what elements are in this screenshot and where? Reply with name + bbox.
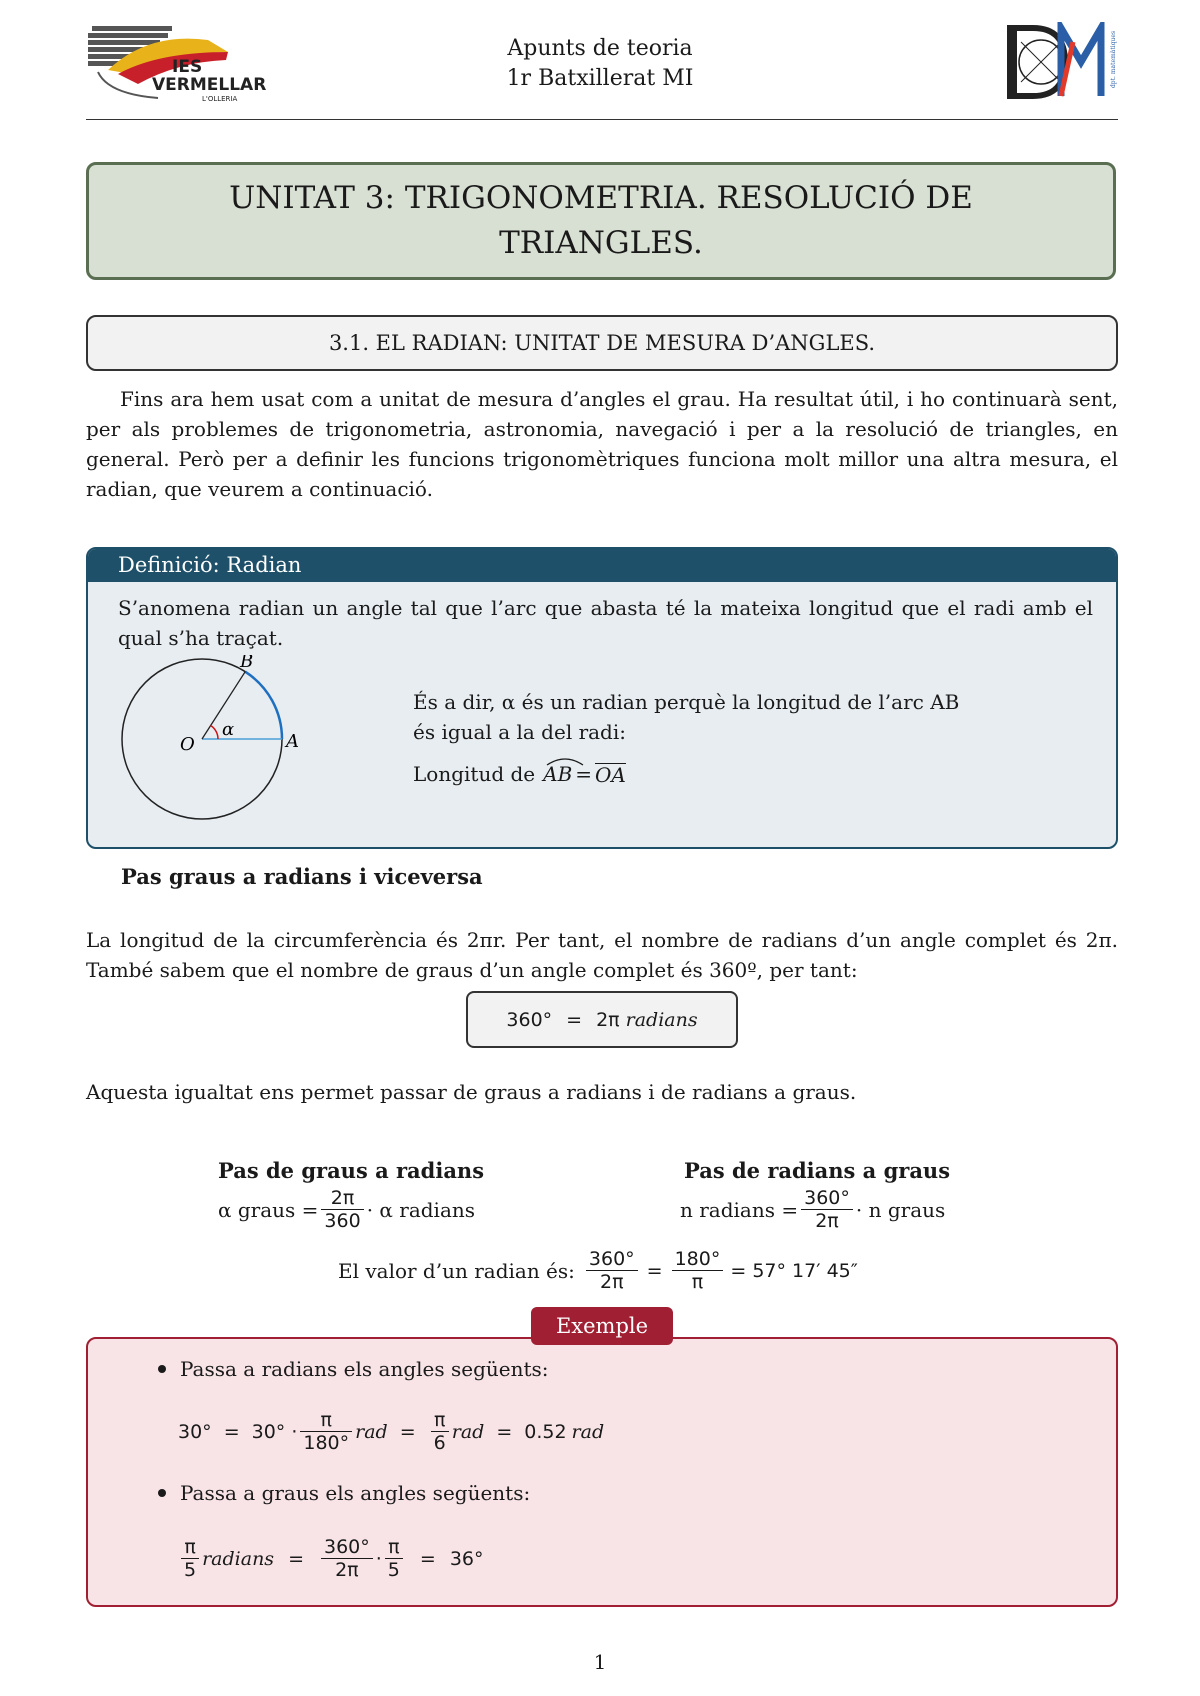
m1-fraction-g bbox=[431, 1409, 449, 1454]
radian-figure bbox=[118, 655, 328, 845]
example-tag: Exemple bbox=[531, 1307, 673, 1345]
definition-heading: Definició: Radian bbox=[88, 549, 1116, 582]
m2-unit: radians bbox=[202, 1547, 275, 1570]
deg-to-rad-num: 2π bbox=[321, 1187, 363, 1210]
example-bullet-1 bbox=[158, 1354, 549, 1384]
definition-text: S’anomena radian un angle tal que l’arc que abasta té la mateixa longitud que el radi amb el qual s’ha traçat. bbox=[118, 596, 1093, 650]
m2-f-den: 5 bbox=[184, 1559, 197, 1581]
deg-to-rad-fraction bbox=[321, 1187, 363, 1232]
m1-eq2: = bbox=[399, 1420, 416, 1443]
arc-ab bbox=[245, 672, 282, 739]
label-alpha: α bbox=[222, 719, 235, 740]
arc-length-eq: = bbox=[575, 762, 593, 786]
intro-text: Fins ara hem usat com a unitat de mesura d’angles el grau. Ha resultat útil, i ho continuarà sent, per als problemes de trigonometria, astronomia, navegació i per a la resolució de triangles, en general. Però per a definir les funcions trigonomètriques funciona molt millor una altra mesura, el radian, que veurem a continuació. bbox=[86, 387, 1118, 501]
radian-value-label: El valor d’un radian és: bbox=[338, 1258, 575, 1283]
equality-unit: radians bbox=[625, 1008, 698, 1031]
conversion-text: La longitud de la circumferència és 2πr. Per tant, el nombre de radians d’un angle complet és 2π. També sabem que el nombre de graus d’un angle complet és 360º, per tant: bbox=[86, 928, 1118, 982]
m1-fraction-f bbox=[300, 1409, 352, 1454]
example-box bbox=[86, 1337, 1118, 1607]
m1-u2: rad bbox=[451, 1420, 485, 1443]
m1-g-num: π bbox=[431, 1409, 449, 1432]
m1-a: 30° bbox=[178, 1420, 212, 1443]
rad-to-deg-num: 360° bbox=[801, 1187, 853, 1210]
equality-eq: = bbox=[566, 1008, 583, 1031]
length-label: Longitud de bbox=[413, 762, 536, 786]
header-title-line1: Apunts de teoria bbox=[507, 36, 693, 61]
m1-eq1: = bbox=[223, 1420, 240, 1443]
arc-ab-symbol bbox=[543, 759, 572, 789]
label-b: B bbox=[240, 655, 254, 672]
deg-to-rad-formula bbox=[218, 1187, 475, 1232]
logo-text-town: L'OLLERIA bbox=[202, 95, 238, 103]
m1-u1: rad bbox=[355, 1420, 388, 1443]
deg-to-rad-lhs: α graus = bbox=[218, 1197, 319, 1222]
rad-to-deg-rhs: · n graus bbox=[855, 1197, 946, 1222]
m2-result: 36° bbox=[449, 1547, 484, 1570]
m1-f-den: 180° bbox=[303, 1432, 350, 1454]
deg-to-rad-den: 360 bbox=[324, 1210, 361, 1232]
page-number: 1 bbox=[593, 1650, 607, 1674]
bullet-dot bbox=[158, 1489, 166, 1497]
m2-fraction-f bbox=[181, 1536, 199, 1581]
radian-value-result: = 57° 17′ 45″ bbox=[730, 1259, 858, 1282]
rad-to-deg-formula bbox=[680, 1187, 945, 1232]
logo-text-ies: IES bbox=[172, 57, 203, 77]
arc-ab-text: AB bbox=[543, 762, 573, 786]
radian-value-fraction1 bbox=[586, 1248, 638, 1293]
m2-g-num: 360° bbox=[321, 1536, 373, 1559]
radian-value-fraction2 bbox=[672, 1248, 724, 1293]
m2-h-den: 5 bbox=[387, 1559, 400, 1581]
radian-equality bbox=[506, 1009, 697, 1031]
m1-g-den: 6 bbox=[433, 1432, 446, 1454]
m1-f-num: π bbox=[300, 1409, 352, 1432]
deg-to-rad-rhs: · α radians bbox=[366, 1197, 476, 1222]
m2-dot: · bbox=[375, 1547, 382, 1570]
example-math-1 bbox=[178, 1409, 604, 1454]
radian-equality-box bbox=[466, 991, 738, 1048]
explanation-line1: És a dir, α és un radian perquè la longitud de l’arc AB bbox=[413, 690, 960, 714]
header-rule bbox=[86, 119, 1118, 120]
m2-eq1: = bbox=[288, 1547, 304, 1570]
label-o: O bbox=[180, 734, 195, 755]
radian-value-f1-den: 2π bbox=[600, 1271, 624, 1293]
m2-g-den: 2π bbox=[335, 1559, 359, 1581]
deg-to-rad-title: Pas de graus a radians bbox=[218, 1158, 485, 1183]
example-math-2 bbox=[178, 1536, 484, 1581]
m1-b: 30° · bbox=[251, 1420, 298, 1443]
radian-value-f2-den: π bbox=[691, 1271, 704, 1293]
m2-f-num: π bbox=[181, 1536, 199, 1559]
rad-to-deg-fraction bbox=[801, 1187, 853, 1232]
section-title: 3.1. EL RADIAN: UNITAT DE MESURA D’ANGLES. bbox=[328, 331, 876, 355]
segment-oa-symbol: OA bbox=[595, 762, 626, 787]
radian-value bbox=[338, 1248, 858, 1293]
m1-c: 0.52 bbox=[524, 1420, 567, 1443]
department-logo bbox=[1003, 22, 1121, 102]
intro-paragraph bbox=[86, 384, 1118, 504]
label-a: A bbox=[286, 731, 299, 752]
m2-eq2: = bbox=[419, 1547, 436, 1570]
unit-title-box bbox=[86, 162, 1116, 280]
example-bullet-2-text: Passa a graus els angles següents: bbox=[180, 1481, 531, 1505]
m2-fraction-g bbox=[321, 1536, 373, 1581]
example-bullet-2 bbox=[158, 1478, 530, 1508]
equality-rhs: 2π bbox=[596, 1008, 620, 1031]
angle-mark bbox=[211, 726, 218, 740]
m2-fraction-h bbox=[385, 1536, 403, 1581]
unit-title: UNITAT 3: TRIGONOMETRIA. RESOLUCIÓ DE TRIANGLES. bbox=[229, 180, 973, 261]
radian-value-f1-num: 360° bbox=[586, 1248, 638, 1271]
header-title-line2: 1r Batxillerat MI bbox=[506, 66, 694, 91]
m1-eq3: = bbox=[496, 1420, 513, 1443]
definition-box bbox=[86, 547, 1118, 849]
radian-value-eq1: = bbox=[646, 1259, 663, 1282]
arc-length-equation bbox=[413, 759, 626, 789]
rad-to-deg-den: 2π bbox=[815, 1210, 839, 1232]
bullet-dot bbox=[158, 1365, 166, 1373]
definition-explanation bbox=[413, 687, 1053, 747]
radian-value-f2-num: 180° bbox=[672, 1248, 724, 1271]
department-logo-text: dpt. matemàtiques bbox=[1110, 30, 1118, 89]
conversion-heading: Pas graus a radians i viceversa bbox=[121, 864, 483, 889]
rad-to-deg-lhs: n radians = bbox=[680, 1197, 799, 1222]
example-bullet-1-text: Passa a radians els angles següents: bbox=[180, 1357, 549, 1381]
conversion-text-2: Aquesta igualtat ens permet passar de graus a radians i de radians a graus. bbox=[86, 1080, 857, 1104]
equality-lhs: 360° bbox=[506, 1008, 553, 1031]
rad-to-deg-title: Pas de radians a graus bbox=[684, 1158, 951, 1183]
section-title-box bbox=[86, 315, 1118, 371]
m1-u3: rad bbox=[571, 1420, 605, 1443]
explanation-line2: és igual a la del radi: bbox=[413, 720, 626, 744]
m2-h-num: π bbox=[385, 1536, 403, 1559]
logo-text-school: VERMELLAR bbox=[152, 75, 267, 95]
